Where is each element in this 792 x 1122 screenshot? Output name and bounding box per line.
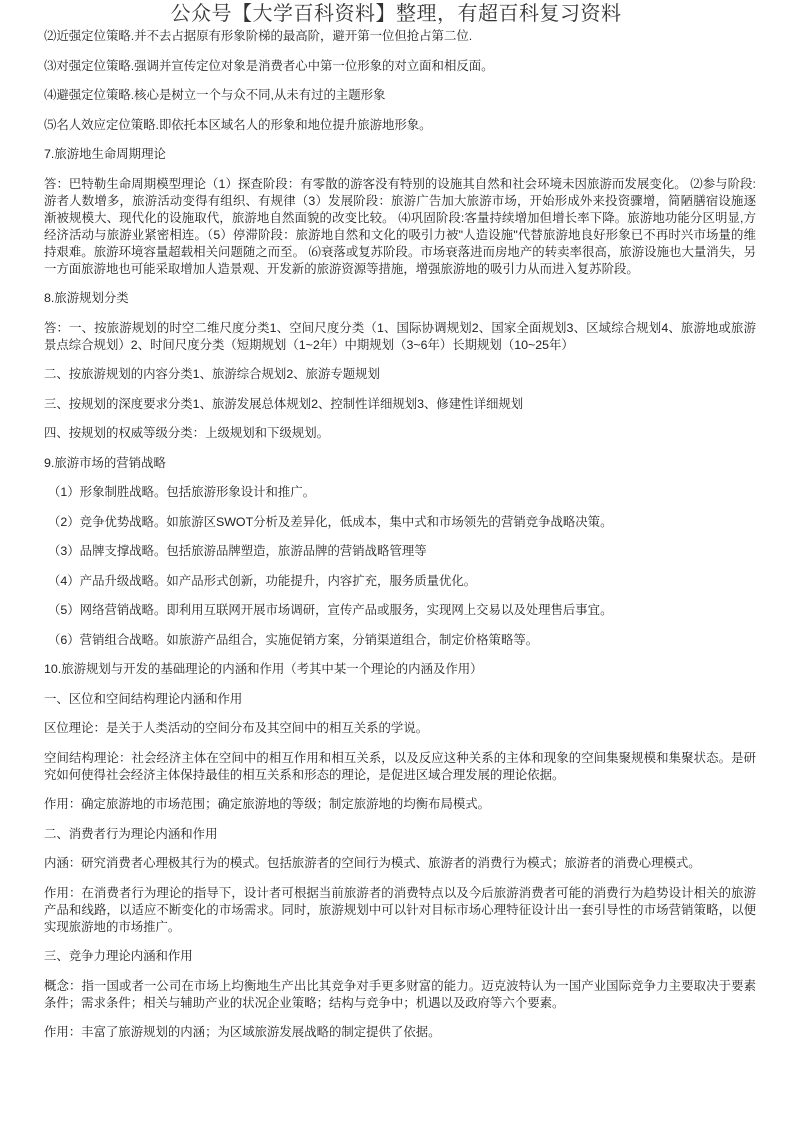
- question-9-title: 9.旅游市场的营销战略: [44, 455, 166, 470]
- paragraph: 概念：指一国或者一公司在市场上均衡地生产出比其竞争对手更多财富的能力。迈克波特认为一国产业国际竞争力主要取决于要素条件；需求条件；相关与辅助产业的状况企业策略；结构与竞争中；机遇以及政府等六个要素。: [44, 978, 756, 1010]
- paragraph: 空间结构理论：社会经济主体在空间中的相互作用和相互关系，以及反应这种关系的主体和现象的空间集聚规模和集聚状态。是研究如何使得社会经济主体保持最佳的相互关系和形态的理论，是促进区域合理发展的理论依据。: [44, 750, 756, 782]
- paragraph: 内涵：研究消费者心理极其行为的模式。包括旅游者的空间行为模式、旅游者的消费行为模式；旅游者的消费心理模式。: [44, 856, 701, 870]
- marketing-strategy-item: （5）网络营销战略。即利用互联网开展市场调研，宣传产品或服务，实现网上交易以及处理售后事宜。: [48, 603, 613, 617]
- marketing-strategy-item: （4）产品升级战略。如产品形式创新，功能提升，内容扩充，服务质量优化。: [48, 573, 477, 588]
- subsection-title: 三、竞争力理论内涵和作用: [44, 949, 193, 963]
- question-8-answer: 答：一、按旅游规划的时空二维尺度分类1、空间尺度分类（1、国际协调规划2、国家全面规划3、区域综合规划4、旅游地或旅游景点综合规划）2、时间尺度分类（短期规划（1~2年）中期规划（3~6年）长期规划（10~25年）: [44, 320, 756, 352]
- strategy-item: ⑷避强定位策略.核心是树立一个与众不同,从未有过的主题形象: [44, 88, 386, 102]
- strategy-item: ⑸名人效应定位策略.即依托本区域名人的形象和地位提升旅游地形象。: [44, 117, 432, 132]
- question-8-title: 8.旅游规划分类: [44, 291, 129, 305]
- watermark-header: 公众号【大学百科资料】整理，有超百科复习资料: [170, 3, 622, 25]
- question-7-answer: 答：巴特勒生命周期模型理论（1）探查阶段：有零散的游客没有特别的设施其自然和社会环境未因旅游而发展变化。 ⑵参与阶段:游者人数增多，旅游活动变得有组织、有规律（3）发展阶段：旅游广告加大旅游市场，开始形成外来投资骤增，简陋膳宿设施逐渐被规模大、现代化的设施取代，旅游地自然面貌的改变比较。 ⑷巩固阶段:客量持续增加但增长率下降。旅游地功能分区明显,方经济活动与旅游业紧密相连。（5）停滞阶段：旅游地自然和文化的吸引力被"人造设施"代替旅游地良好形象已不再时兴市场量的维持艰难。旅游环境容量超载相关问题随之而至。 ⑹衰落或复苏阶段。市场衰落进而房地产的转卖率很高，旅游设施也大量消失，另一方面旅游地也可能采取增加人造景观、开发新的旅游资源等措施，增强旅游地的吸引力从而进入复苏阶段。: [44, 176, 756, 276]
- marketing-strategy-item: （1）形象制胜战略。包括旅游形象设计和推广。: [48, 485, 316, 499]
- document-body: [0, 26, 792, 1074]
- paragraph: 作用：确定旅游地的市场范围；确定旅游地的等级；制定旅游地的均衡布局模式。: [44, 797, 491, 811]
- marketing-strategy-item: （6）营销组合战略。如旅游产品组合，实施促销方案，分销渠道组合，制定价格策略等。: [48, 632, 539, 647]
- marketing-strategy-item: （2）竞争优势战略。如旅游区SWOT分析及差异化，低成本，集中式和市场领先的营销竞争战略决策。: [48, 514, 613, 529]
- question-7-title: 7.旅游地生命周期理论: [44, 147, 166, 161]
- question-8-point: 三、按规划的深度要求分类1、旅游发展总体规划2、控制性详细规划3、修建性详细规划: [44, 396, 524, 411]
- paragraph: 作用：丰富了旅游规划的内涵；为区域旅游发展战略的制定提供了依据。: [44, 1025, 441, 1039]
- strategy-item: ⑵近强定位策略.并不去占据原有形象阶梯的最高阶，避开第一位但抢占第二位.: [44, 29, 473, 43]
- paragraph: 区位理论：是关于人类活动的空间分布及其空间中的相互关系的学说。: [44, 721, 429, 735]
- marketing-strategy-item: （3）品牌支撑战略。包括旅游品牌塑造，旅游品牌的营销战略管理等: [48, 544, 427, 558]
- paragraph: 作用：在消费者行为理论的指导下，设计者可根据当前旅游者的消费特点以及今后旅游消费者可能的消费行为趋势设计相关的旅游产品和线路，以适应不断变化的市场需求。同时，旅游规划中可以针对目标市场心理特征设计出一套引导性的市场营销策略，以便实现旅游地的市场推广。: [44, 885, 756, 934]
- subsection-title: 一、区位和空间结构理论内涵和作用: [44, 691, 243, 706]
- question-8-point: 四、按规划的权威等级分类：上级规划和下级规划。: [44, 426, 329, 440]
- subsection-title: 二、消费者行为理论内涵和作用: [44, 826, 218, 841]
- question-10-title: 10.旅游规划与开发的基础理论的内涵和作用（考其中某一个理论的内涵及作用）: [44, 662, 483, 676]
- question-8-point: 二、按旅游规划的内容分类1、旅游综合规划2、旅游专题规划: [44, 367, 380, 381]
- strategy-item: ⑶对强定位策略.强调并宣传定位对象是消费者心中第一位形象的对立面和相反面。: [44, 58, 494, 73]
